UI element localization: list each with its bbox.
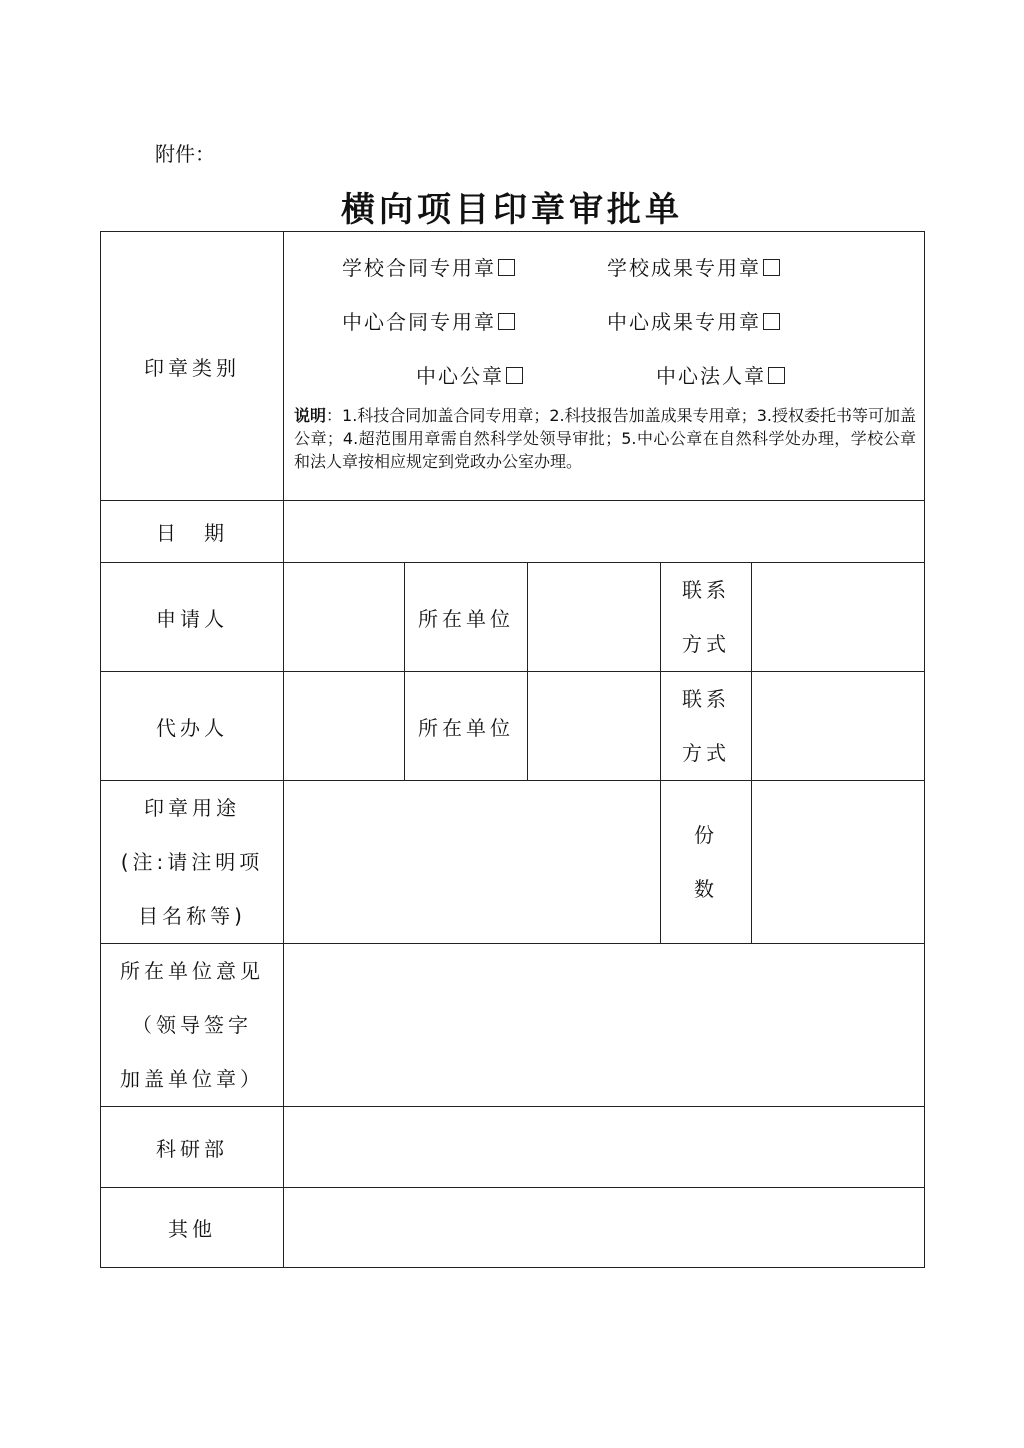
purpose-label: 印章用途 (注:请注明项 目名称等) — [101, 781, 284, 944]
seal-option-row-2 — [294, 294, 916, 348]
seal-type-row — [101, 232, 925, 501]
checkbox-school-achievement[interactable] — [763, 259, 780, 276]
seal-option-school-achievement[interactable]: 学校成果专用章 — [607, 252, 780, 281]
other-label: 其他 — [101, 1188, 284, 1268]
agent-contact-label: 联系 方式 — [661, 672, 752, 781]
date-input-cell[interactable] — [284, 501, 925, 563]
applicant-contact-label: 联系 方式 — [661, 563, 752, 672]
applicant-contact-input-cell[interactable] — [752, 563, 925, 672]
seal-option-center-achievement[interactable]: 中心成果专用章 — [607, 306, 780, 335]
agent-input-cell[interactable] — [284, 672, 405, 781]
seal-option-row-1 — [294, 240, 916, 294]
seal-type-label: 印章类别 — [101, 232, 284, 501]
approval-form-table — [100, 231, 925, 1268]
research-dept-label: 科研部 — [101, 1107, 284, 1188]
agent-unit-input-cell[interactable] — [528, 672, 661, 781]
date-label: 日 期 — [101, 501, 284, 563]
agent-contact-input-cell[interactable] — [752, 672, 925, 781]
unit-opinion-row — [101, 944, 925, 1107]
seal-usage-note — [294, 404, 916, 473]
checkbox-school-contract[interactable] — [498, 259, 515, 276]
applicant-unit-input-cell[interactable] — [528, 563, 661, 672]
seal-option-row-3 — [294, 348, 916, 402]
research-dept-input-cell[interactable] — [284, 1107, 925, 1188]
attachment-label: 附件： — [155, 142, 215, 166]
agent-unit-label: 所在单位 — [405, 672, 528, 781]
checkbox-center-official[interactable] — [506, 367, 523, 384]
applicant-row — [101, 563, 925, 672]
checkbox-center-achievement[interactable] — [763, 313, 780, 330]
seal-option-center-contract[interactable]: 中心合同专用章 — [342, 306, 515, 335]
research-dept-row — [101, 1107, 925, 1188]
applicant-unit-label: 所在单位 — [405, 563, 528, 672]
copies-label: 份 数 — [661, 781, 752, 944]
form-title: 横向项目印章审批单 — [341, 190, 683, 230]
seal-type-cell — [284, 232, 925, 501]
date-row — [101, 501, 925, 563]
checkbox-center-contract[interactable] — [498, 313, 515, 330]
note-heading: 说明 — [294, 406, 327, 425]
purpose-input-cell[interactable] — [284, 781, 661, 944]
purpose-row — [101, 781, 925, 944]
unit-opinion-input-cell[interactable] — [284, 944, 925, 1107]
unit-opinion-label: 所在单位意见 （领导签字 加盖单位章） — [101, 944, 284, 1107]
applicant-input-cell[interactable] — [284, 563, 405, 672]
note-body: ：1.科技合同加盖合同专用章；2.科技报告加盖成果专用章；3.授权委托书等可加盖公章；4.超范围用章需自然科学处领导审批；5.中心公章在自然科学处办理，学校公章和法人章按相应规定到党政办公室办理。 — [294, 406, 917, 471]
checkbox-center-legal[interactable] — [768, 367, 785, 384]
other-input-cell[interactable] — [284, 1188, 925, 1268]
seal-option-center-legal[interactable]: 中心法人章 — [656, 360, 785, 389]
copies-input-cell[interactable] — [752, 781, 925, 944]
other-row — [101, 1188, 925, 1268]
seal-option-center-official[interactable]: 中心公章 — [416, 360, 523, 389]
seal-option-school-contract[interactable]: 学校合同专用章 — [342, 252, 515, 281]
agent-label: 代办人 — [101, 672, 284, 781]
agent-row — [101, 672, 925, 781]
applicant-label: 申请人 — [101, 563, 284, 672]
